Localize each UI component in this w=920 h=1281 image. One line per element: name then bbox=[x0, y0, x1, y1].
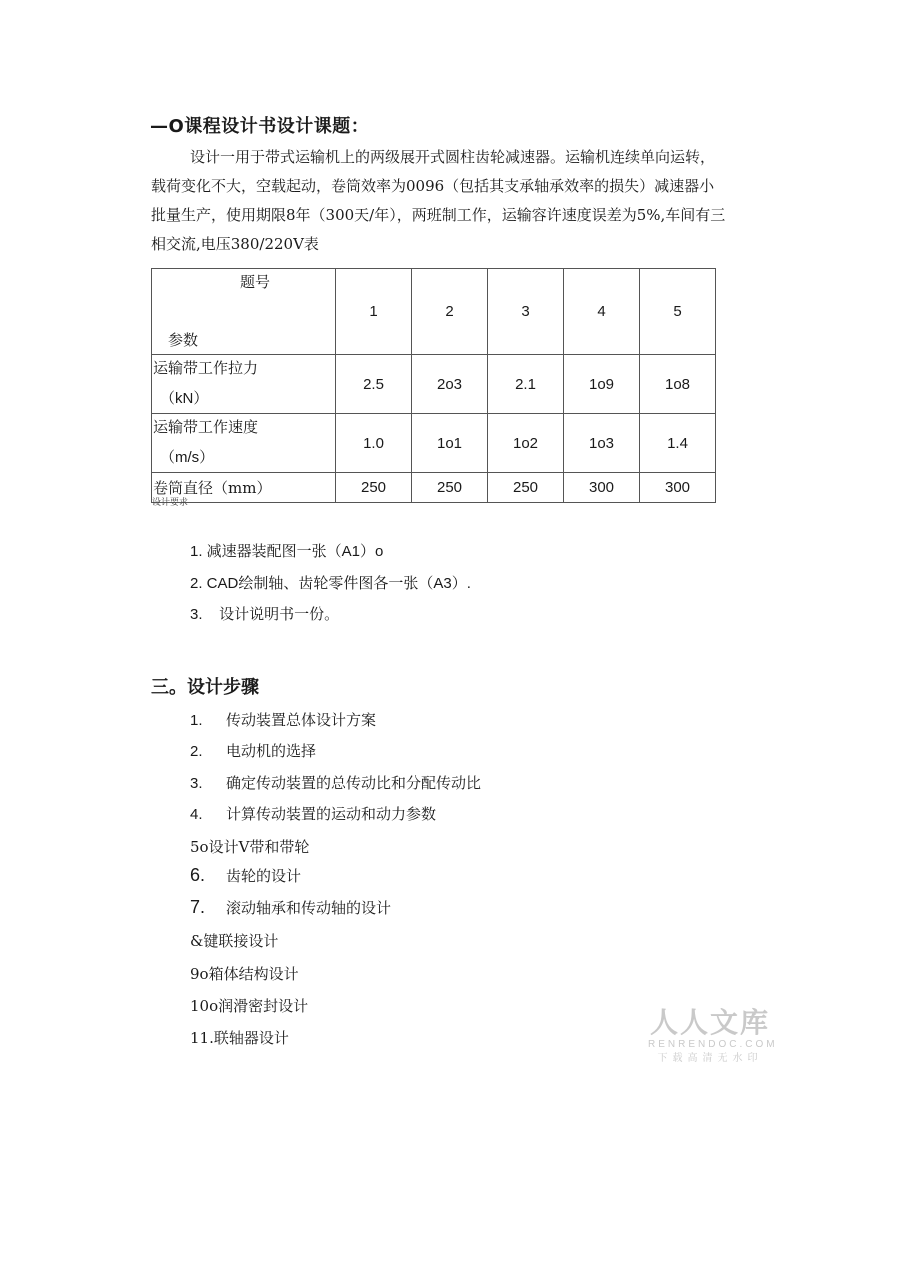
list-item bbox=[190, 897, 391, 918]
table-cell: 1.0 bbox=[336, 414, 412, 473]
list-item bbox=[190, 709, 376, 730]
table-cell: 2o3 bbox=[412, 355, 488, 414]
row-label-cell bbox=[152, 355, 336, 414]
header-param-label: 参数 bbox=[168, 331, 199, 349]
intro-line-2: 载荷变化不大，空载起动，卷筒效率为0096（包括其支承轴承效率的损失）减速器小 bbox=[151, 177, 715, 195]
watermark-url: RENRENDOC.COM bbox=[648, 1039, 778, 1050]
column-header: 4 bbox=[564, 269, 640, 355]
table-cell: 1o3 bbox=[564, 414, 640, 473]
column-header: 2 bbox=[412, 269, 488, 355]
table-cell: 250 bbox=[412, 473, 488, 503]
table-caption: 设计要求 bbox=[152, 498, 189, 508]
step-text: 计算传动装置的运动和动力参数 bbox=[226, 805, 437, 823]
list-item bbox=[190, 803, 436, 824]
table-cell: 2.5 bbox=[336, 355, 412, 414]
table-cell: 250 bbox=[336, 473, 412, 503]
step-text: 11.联轴器设计 bbox=[190, 1029, 289, 1047]
row-label-cell bbox=[152, 414, 336, 473]
step-text: 10o润滑密封设计 bbox=[190, 997, 309, 1015]
step-number: 4. bbox=[190, 806, 203, 823]
step-text: 齿轮的设计 bbox=[226, 867, 302, 885]
table-cell: 1.4 bbox=[640, 414, 716, 473]
intro-line-1: 设计一用于带式运输机上的两级展开式圆柱齿轮减速器。运输机连续单向运转， bbox=[190, 148, 716, 166]
watermark-subtitle: 下载高清无水印 bbox=[657, 1053, 763, 1064]
requirement-item: 3. 设计说明书一份。 bbox=[190, 606, 340, 623]
step-text: &键联接设计 bbox=[190, 932, 279, 950]
step-number: 1. bbox=[190, 712, 203, 729]
column-header: 5 bbox=[640, 269, 716, 355]
requirement-item: 1. 减速器装配图一张（A1）o bbox=[190, 543, 384, 560]
table-corner-cell bbox=[152, 269, 336, 355]
step-number: 3. bbox=[190, 775, 203, 792]
column-header: 1 bbox=[336, 269, 412, 355]
table-cell: 300 bbox=[564, 473, 640, 503]
row-label: 运输带工作速度 bbox=[153, 418, 259, 436]
intro-line-3: 批量生产，使用期限8年（300天/年），两班制工作，运输容许速度误差为5%,车间有三 bbox=[151, 206, 726, 224]
list-item bbox=[190, 930, 278, 951]
watermark-title: 人人文库 bbox=[649, 1006, 770, 1039]
list-item bbox=[190, 772, 481, 793]
watermark-logo bbox=[648, 1006, 778, 1067]
row-unit: （kN） bbox=[160, 390, 209, 407]
row-label: 卷筒直径（mm） bbox=[152, 473, 336, 503]
step-number: 2. bbox=[190, 743, 203, 760]
step-text: 传动装置总体设计方案 bbox=[226, 711, 377, 729]
list-item bbox=[190, 995, 308, 1016]
list-item bbox=[190, 1027, 289, 1048]
step-text: 电动机的选择 bbox=[226, 742, 317, 760]
table-cell: 1o2 bbox=[488, 414, 564, 473]
table-cell: 300 bbox=[640, 473, 716, 503]
table-cell: 1o1 bbox=[412, 414, 488, 473]
table-cell: 1o8 bbox=[640, 355, 716, 414]
intro-line-4: 相交流,电压380/220V表 bbox=[151, 235, 319, 253]
step-number: 7. bbox=[190, 897, 206, 917]
table-row bbox=[152, 414, 716, 473]
section-heading-3: 三。设计步骤 bbox=[151, 677, 259, 698]
table-cell: 2.1 bbox=[488, 355, 564, 414]
section-heading-1: —O课程设计书设计课题： bbox=[150, 116, 370, 137]
row-unit: （m/s） bbox=[160, 449, 215, 466]
step-text: 9o箱体结构设计 bbox=[190, 965, 299, 983]
step-number: 6. bbox=[190, 865, 206, 885]
table-cell: 1o9 bbox=[564, 355, 640, 414]
parameter-table bbox=[151, 268, 716, 503]
requirement-item: 2. CAD绘制轴、齿轮零件图各一张（A3）. bbox=[190, 575, 471, 592]
table-row bbox=[152, 473, 716, 503]
header-number-label: 题号 bbox=[240, 273, 271, 291]
step-text: 确定传动装置的总传动比和分配传动比 bbox=[226, 774, 482, 792]
table-cell: 250 bbox=[488, 473, 564, 503]
step-text: 滚动轴承和传动轴的设计 bbox=[226, 899, 392, 917]
list-item bbox=[190, 836, 309, 857]
table-row bbox=[152, 355, 716, 414]
column-header: 3 bbox=[488, 269, 564, 355]
step-text: 5o设计V带和带轮 bbox=[190, 838, 310, 856]
table-header-row bbox=[152, 269, 716, 355]
list-item bbox=[190, 740, 316, 761]
list-item bbox=[190, 963, 299, 984]
list-item bbox=[190, 865, 301, 886]
row-label: 运输带工作拉力 bbox=[153, 359, 259, 377]
